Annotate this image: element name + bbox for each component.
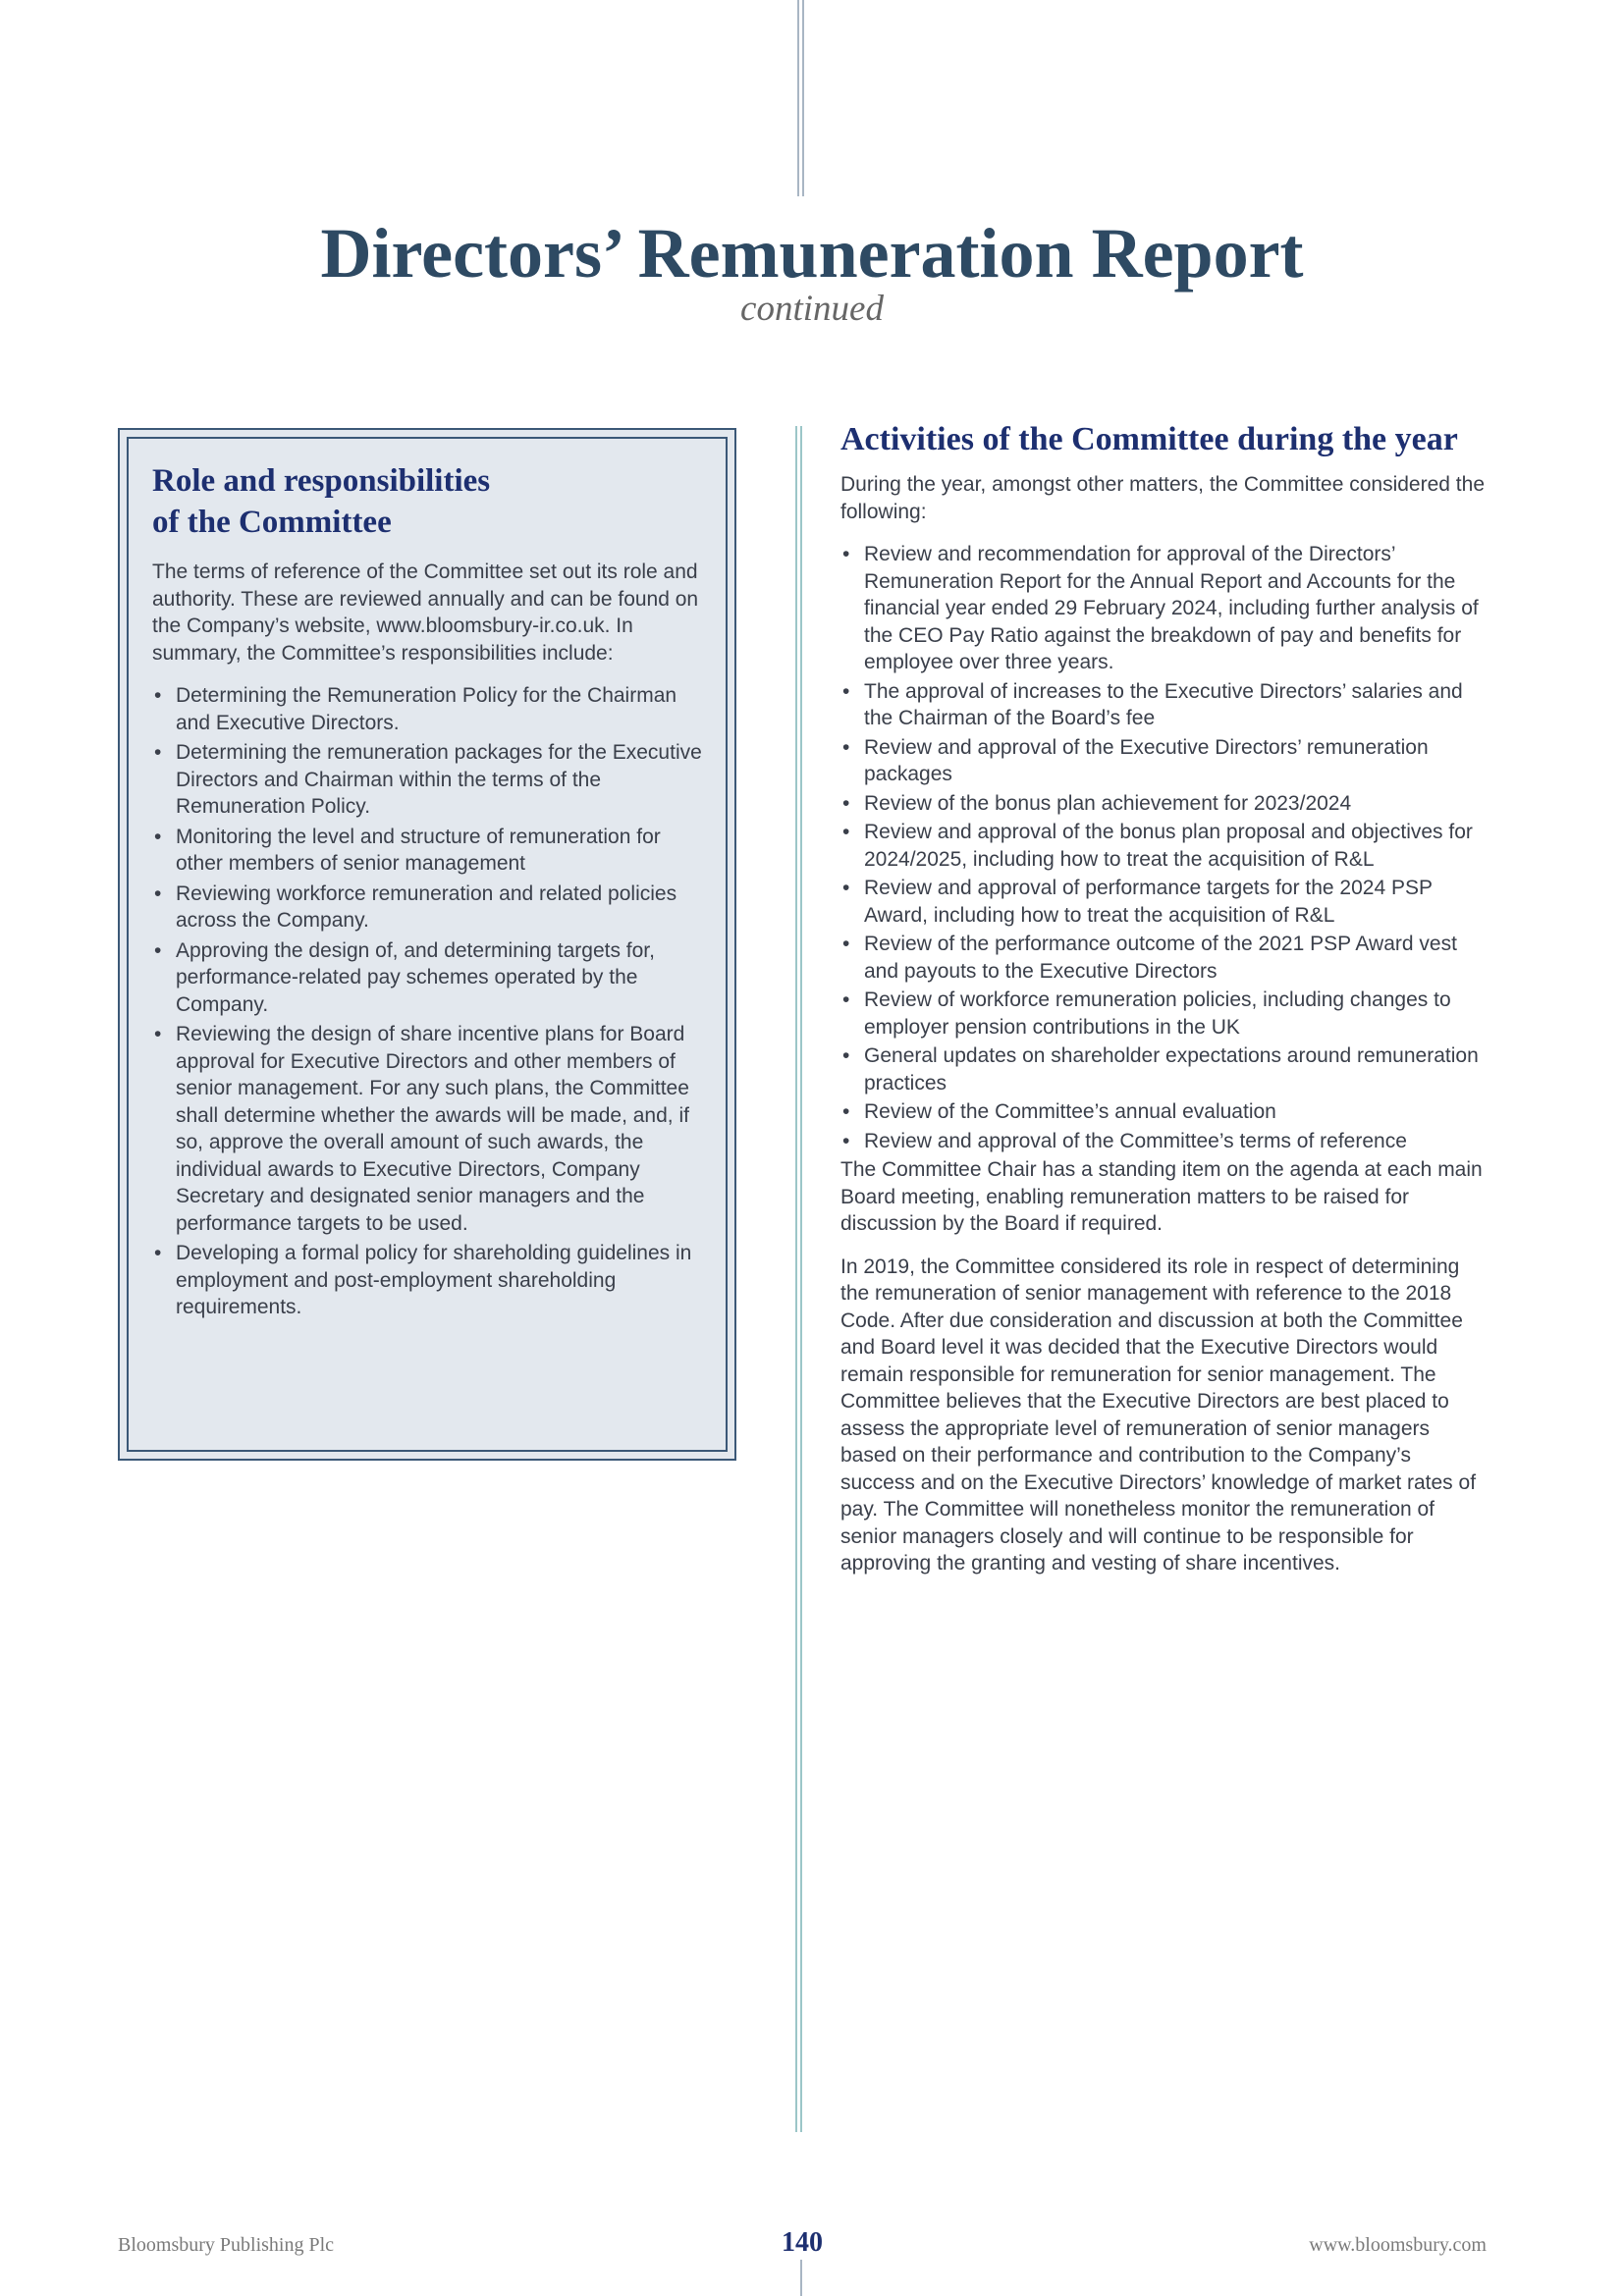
list-item: • Review of the performance outcome of the 2021 PSP Award vest and payouts to the Executive Directors [840, 931, 1489, 985]
activities-section [840, 418, 1489, 1593]
activities-intro: During the year, amongst other matters, the Committee considered the following: [840, 473, 1485, 523]
bottom-divider-line [800, 2260, 802, 2296]
list-item: • Review and approval of the Committee’s terms of reference [840, 1128, 1489, 1155]
role-responsibilities-box-inner [127, 437, 728, 1452]
list-item: • Review of the bonus plan achievement for 2023/2024 [840, 790, 1489, 818]
committee-chair-paragraph: The Committee Chair has a standing item on the agenda at each main Board meeting, enabling remuneration matters to be raised for discussion by the Board if required. [840, 1158, 1483, 1235]
committee-2019-paragraph: In 2019, the Committee considered its role in respect of determining the remuneration of senior management with reference to the 2018 Code. After due consideration and discussion at both the Committee and Board level it was decided that the Executive Directors would remain responsible for remuneration for senior management. The Committee believes that the Executive Directors are best placed to assess the appropriate level of remuneration of senior managers based on their performance and contribution to the Company’s success and on the Executive Directors’ knowledge of market rates of pay. The Committee will nonetheless monitor the remuneration of senior managers closely and will continue to be responsible for approving the granting and vesting of share incentives. [840, 1255, 1477, 1575]
list-item: • Review and approval of performance targets for the 2024 PSP Award, including how to treat the acquisition of R&L [840, 875, 1489, 929]
role-intro: The terms of reference of the Committee set out its role and authority. These are reviewed annually and can be found on the Company’s website, www.bloomsbury-ir.co.uk. In summary, the Committee’s responsibilities include: [152, 561, 699, 665]
page-subtitle: continued [740, 289, 884, 329]
list-item: • Review of the Committee’s annual evaluation [840, 1098, 1489, 1126]
list-item: • Review and approval of the bonus plan proposal and objectives for 2024/2025, including how to treat the acquisition of R&L [840, 819, 1489, 873]
list-item: • General updates on shareholder expectations around remuneration practices [840, 1042, 1489, 1096]
list-item: • Reviewing the design of share incentive plans for Board approval for Executive Directors and other members of senior management. For any such plans, the Committee shall determine whether the awards will be made, and, if so, approve the overall amount of such awards, the individual awards to Executive Directors, Company Secretary and designated senior managers and the performance targets to be used. [152, 1021, 702, 1237]
list-item: • Determining the Remuneration Policy for the Chairman and Executive Directors. [152, 682, 702, 736]
list-item: • The approval of increases to the Executive Directors’ salaries and the Chairman of the Board’s fee [840, 678, 1489, 732]
activities-list [840, 541, 1489, 1154]
list-item: • Developing a formal policy for shareholding guidelines in employment and post-employment shareholding requirements. [152, 1240, 702, 1321]
page-title: Directors’ Remuneration Report [320, 214, 1304, 293]
list-item: • Review and approval of the Executive Directors’ remuneration packages [840, 734, 1489, 788]
activities-heading: Activities of the Committee during the year [840, 421, 1458, 457]
list-item: • Reviewing workforce remuneration and related policies across the Company. [152, 881, 702, 934]
list-item: • Determining the remuneration packages for the Executive Directors and Chairman within the terms of the Remuneration Policy. [152, 739, 702, 821]
list-item: • Review and recommendation for approval of the Directors’ Remuneration Report for the Annual Report and Accounts for the financial year ended 29 February 2024, including further analysis of the CEO Pay Ratio against the breakdown of pay and benefits for employee over three years. [840, 541, 1489, 676]
page-number: 140 [782, 2227, 823, 2258]
top-divider-line [797, 0, 804, 196]
list-item: • Review of workforce remuneration policies, including changes to employer pension contributions in the UK [840, 987, 1489, 1041]
role-list [152, 682, 702, 1321]
role-heading [152, 460, 702, 543]
role-heading-line2: of the Committee [152, 505, 392, 540]
column-divider-line [795, 426, 802, 2132]
footer-website: www.bloomsbury.com [1309, 2234, 1487, 2256]
role-heading-line1: Role and responsibilities [152, 463, 491, 499]
role-responsibilities-box [118, 428, 736, 1461]
list-item: • Monitoring the level and structure of remuneration for other members of senior management [152, 824, 702, 878]
footer-company-name: Bloomsbury Publishing Plc [118, 2234, 335, 2256]
list-item: • Approving the design of, and determining targets for, performance-related pay schemes operated by the Company. [152, 937, 702, 1019]
